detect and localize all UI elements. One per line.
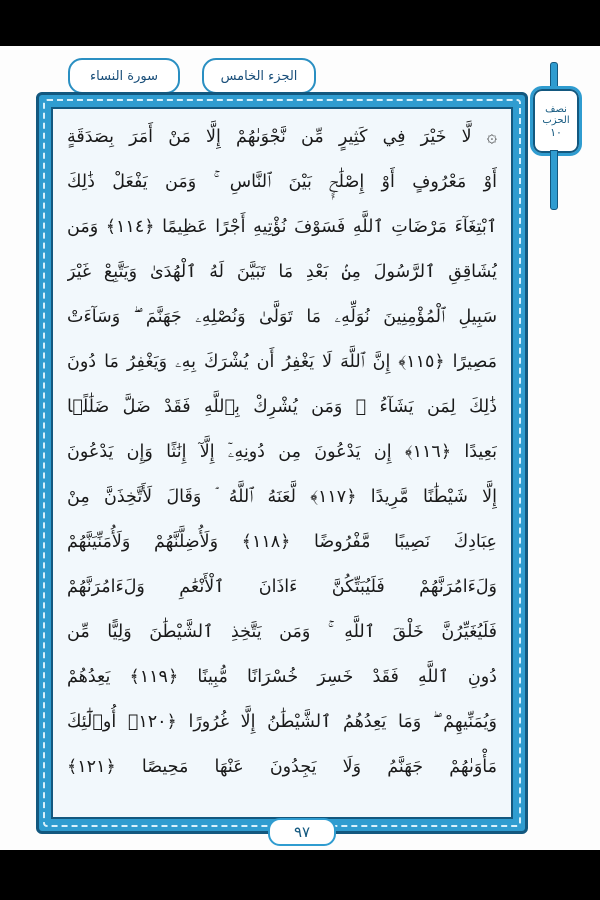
hizb-marker-number: ١٠ — [550, 125, 562, 139]
text-line: إِلَّا شَيْطَٰنًا مَّرِيدًا ﴿١١٧﴾ لَّعَنَهُ ٱللَّهُ ۘ وَقَالَ لَأَتَّخِذَنَّ مِنْ — [67, 487, 497, 507]
text-line: فَلَيُغَيِّرُنَّ خَلْقَ ٱللَّهِ ۚ وَمَن يَتَّخِذِ ٱلشَّيْطَٰنَ وَلِيًّا مِّن — [67, 622, 497, 642]
hizb-marker — [530, 86, 582, 156]
text-line: عِبَادِكَ نَصِيبًا مَّفْرُوضًا ﴿١١٨﴾ وَلَأُضِلَّنَّهُمْ وَلَأُمَنِّيَنَّهُمْ — [67, 532, 497, 552]
text-line: مَأْوَىٰهُمْ جَهَنَّمُ وَلَا يَجِدُونَ عَنْهَا مَحِيصًا ﴿١٢١﴾ — [67, 757, 497, 777]
text-line: دُونِ ٱللَّهِ فَقَدْ خَسِرَ خُسْرَانًا مُّبِينًا ﴿١١٩﴾ يَعِدُهُمْ — [67, 667, 497, 687]
text-line: وَلَءَامُرَنَّهُمْ فَلَيُبَتِّكُنَّ ءَاذَانَ ٱلْأَنْعَٰمِ وَلَءَامُرَنَّهُمْ — [67, 577, 497, 597]
ornamental-frame — [36, 92, 528, 834]
text-line: مَصِيرًا ﴿١١٥﴾ إِنَّ ٱللَّهَ لَا يَغْفِرُ أَن يُشْرَكَ بِهِۦ وَيَغْفِرُ مَا دُونَ — [67, 352, 497, 372]
text-line: أَوْ مَعْرُوفٍ أَوْ إِصْلَٰحٍۭ بَيْنَ ٱلنَّاسِ ۚ وَمَن يَفْعَلْ ذَٰلِكَ — [67, 172, 497, 192]
text-line: سَبِيلِ ٱلْمُؤْمِنِينَ نُوَلِّهِۦ مَا تَوَلَّىٰ وَنُصْلِهِۦ جَهَنَّمَ ۖ وَسَآءَتْ — [67, 307, 497, 327]
text-line: بَعِيدًا ﴿١١٦﴾ إِن يَدْعُونَ مِن دُونِهِۦٓ إِلَّآ إِنَٰثًا وَإِن يَدْعُونَ — [67, 442, 497, 462]
page-number: ٩٧ — [268, 818, 336, 846]
hizb-marker-stem-top — [550, 62, 558, 88]
text-line: ذَٰلِكَ لِمَن يَشَآءُ ۚ وَمَن يُشْرِكْ بِٱللَّهِ فَقَدْ ضَلَّ ضَلَٰلًۢا — [67, 397, 497, 417]
text-line: ٱبْتِغَآءَ مَرْضَاتِ ٱللَّهِ فَسَوْفَ نُؤْتِيهِ أَجْرًا عَظِيمًا ﴿١١٤﴾ وَمَن — [67, 217, 497, 237]
hizb-marker-title: الحزب — [542, 114, 570, 126]
text-line: وَيُمَنِّيهِمْ ۖ وَمَا يَعِدُهُمُ ٱلشَّيْطَٰنُ إِلَّا غُرُورًا ﴿١٢٠﴾ أُو۟لَٰٓئِكَ — [67, 712, 497, 732]
hizb-marker-stem-bottom — [550, 150, 558, 210]
surah-header: سورة النساء — [68, 58, 180, 94]
juz-header: الجزء الخامس — [202, 58, 316, 94]
text-panel — [51, 107, 513, 819]
hizb-marker-label: نصف — [545, 103, 567, 115]
text-line: يُشَاقِقِ ٱلرَّسُولَ مِنۢ بَعْدِ مَا تَبَيَّنَ لَهُ ٱلْهُدَىٰ وَيَتَّبِعْ غَيْرَ — [67, 262, 497, 282]
text-line: ۞ لَّا خَيْرَ فِي كَثِيرٍ مِّن نَّجْوَىٰهُمْ إِلَّا مَنْ أَمَرَ بِصَدَقَةٍ — [67, 127, 497, 147]
